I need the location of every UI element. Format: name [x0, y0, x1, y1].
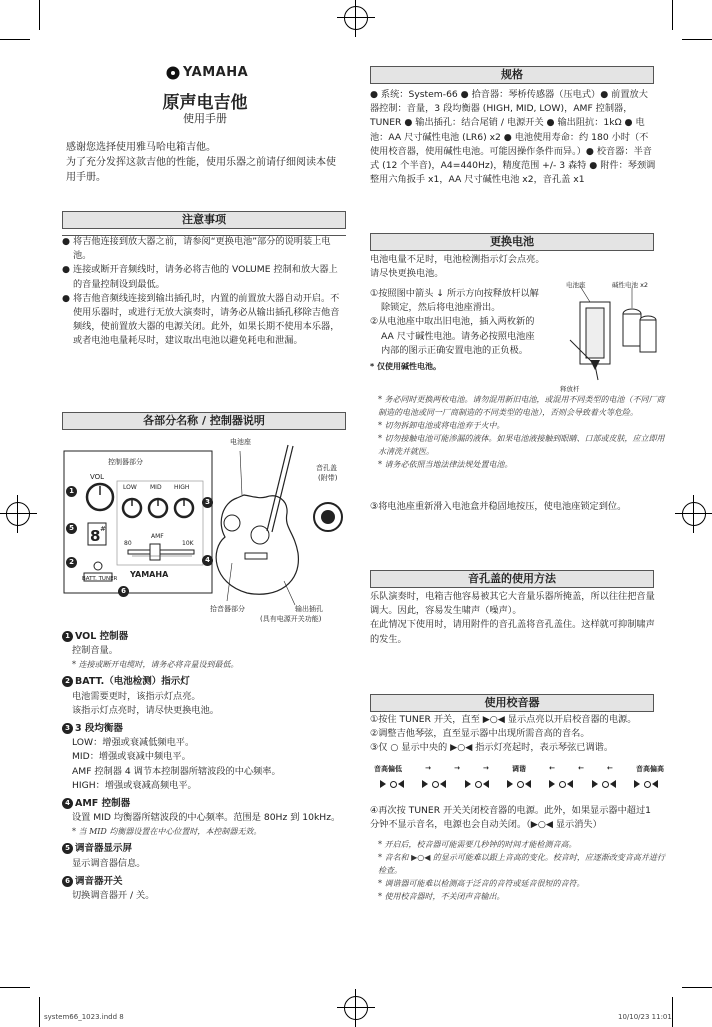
- output-jack-note: (具有电源开关功能): [260, 615, 322, 623]
- scale-arrow: →: [425, 764, 431, 772]
- scale-arrow: →: [454, 764, 460, 772]
- scale-low: 音高偏低: [374, 765, 402, 773]
- crop-mark: [0, 987, 30, 988]
- tuner-note: * 调谐器可能难以检测高于泛音的音符或延音很短的音符。: [378, 879, 585, 888]
- part-desc: AMF 控制器 4 调节本控制器所辖波段的中心频率。: [72, 765, 281, 777]
- scale-arrow: ←: [578, 764, 584, 772]
- soundhole-cover-note: (附带): [318, 474, 338, 482]
- battery-note: * 切勿接触电池可能渗漏的液体。如果电池液接触到眼睛、口部或皮肤，应立即用水清洗并就医。: [378, 434, 665, 456]
- scale-high: 音高偏高: [636, 765, 664, 773]
- list-item: ● 连接或断开音频线时，请务必将吉他的 VOLUME 控制和放大器上的音量控制设到最低。: [62, 264, 338, 290]
- battery-note: * 请务必依照当地法律法规处置电池。: [378, 460, 513, 469]
- scale-arrow: ←: [549, 764, 555, 772]
- svg-text:8: 8: [90, 527, 101, 545]
- guitar-diagram-svg: [62, 433, 352, 623]
- battery-steps: [370, 287, 540, 374]
- battery-note: * 切勿拆卸电池或将电池弃于火中。: [378, 421, 505, 430]
- part-title: 6 调音器开关: [62, 875, 347, 889]
- list-item: ● 将吉他音频线连接到输出插孔时，内置的前置放大器自动开启。不使用乐器时，或进行无放大演奏时，请务必从输出插孔移除吉他音频线，使前置放大器的电源关闭。此外，如果长期不使用本乐器，或者电池电量耗尽时，建议取出电池以避免耗电和泄漏。: [62, 292, 340, 347]
- marker-5: 5: [66, 523, 77, 534]
- marker-4: 4: [202, 555, 213, 566]
- part-title: 4 AMF 控制器: [62, 797, 347, 811]
- part-title: 2 BATT.（电池检测）指示灯: [62, 675, 347, 689]
- part-desc: LOW：增强或衰减低频电平。: [72, 737, 195, 749]
- fig-holder-label: 电池座: [566, 281, 586, 289]
- soundhole-line: 乐队演奏时，电箱吉他容易被其它大音量乐器所掩盖，所以往往把音量调大。因此，容易发生啸声（噪声）。: [370, 591, 655, 617]
- tuner-indicator-icon: [634, 780, 658, 788]
- mid-label: MID: [150, 484, 162, 491]
- tuner-notes: [378, 838, 666, 903]
- tuner-step4: ④再次按 TUNER 开关关闭校音器的电源。此外，如果显示器中超过1分钟不显示音名，电源也会自动关闭。（▶○◀ 显示消失）: [370, 805, 652, 831]
- registration-mark: [344, 996, 368, 1020]
- batt-tuner-label: BATT. TUNER: [82, 576, 118, 582]
- yamaha-tuning-fork-icon: [166, 66, 180, 80]
- tuner-step: ①按住 TUNER 开关，直至 ▶○◀ 显示点亮以开启校音器的电源。: [370, 714, 637, 725]
- battery-intro: [370, 253, 656, 281]
- part-desc: 显示调音器信息。: [72, 857, 146, 869]
- soundhole-line: 在此情况下使用时，请用附件的音孔盖将音孔盖住。这样就可抑制啸声的发生。: [370, 619, 655, 645]
- battery-notes: [378, 393, 668, 471]
- crop-mark: [682, 987, 712, 988]
- marker-2: 2: [66, 557, 77, 568]
- battery-holder-label: 电池座: [230, 438, 251, 446]
- soundhole-text: [370, 590, 658, 647]
- list-item: ● 将吉他连接到放大器之前，请参阅“更换电池”部分的说明装上电池。: [62, 236, 331, 262]
- control-section-label: 控制器部分: [108, 458, 143, 466]
- crop-mark: [672, 997, 673, 1027]
- marker-1: 1: [66, 486, 77, 497]
- part-desc: 电池需要更时，该指示灯点亮。: [72, 690, 201, 702]
- svg-text:#: #: [100, 525, 106, 533]
- parts-list: [62, 630, 347, 903]
- battery-note: * 务必同时更换两枚电池。请勿混用新旧电池，或混用不同类型的电池（不同厂商制造的电池或同一厂商制造的不同类型的电池），否则会导致着火等危险。: [378, 395, 665, 417]
- tuner-note: * 开启后，校音器可能需要几秒钟的时间才能检测音高。: [378, 840, 577, 849]
- section-header-parts: 各部分名称 / 控制器说明: [62, 412, 346, 430]
- crop-mark: [39, 997, 40, 1027]
- battery-step: ②从电池座中取出旧电池，插入两枚新的 AA 尺寸碱性电池。请务必按照电池座内部的图示正确安置电池的正负极。: [370, 316, 535, 356]
- tuner-scale-labels: [374, 764, 664, 774]
- part-title: 1 VOL 控制器: [62, 630, 347, 644]
- tuner-indicator-icon: [422, 780, 446, 788]
- part-desc: 控制音量。: [72, 645, 118, 657]
- marker-3: 3: [202, 497, 213, 508]
- crop-mark: [39, 0, 40, 30]
- section-header-tuner: 使用校音器: [370, 694, 654, 712]
- part-desc: 切换调音器开 / 关。: [72, 890, 155, 902]
- battery-figure-svg: [550, 280, 660, 395]
- section-header-soundhole: 音孔盖的使用方法: [370, 570, 654, 588]
- fig-lever-label: 释放杆: [560, 385, 580, 393]
- part-note: * 当 MID 均衡器设置在中心位置时，本控制器无效。: [72, 827, 262, 837]
- tuner-indicator-icon: [549, 780, 573, 788]
- intro-text: [66, 140, 344, 185]
- amf-high-label: 10K: [182, 540, 194, 547]
- battery-figure: [550, 280, 660, 395]
- tuner-step: ③仅 ○ 显示中央的 ▶○◀ 指示灯亮起时，表示琴弦已调谐。: [370, 742, 614, 754]
- footer-file: system66_1023.indd 8: [44, 1013, 124, 1021]
- amf-low-label: 80: [124, 540, 132, 547]
- tuner-step: ②调整吉他琴弦，直至显示器中出现所需音高的音名。: [370, 728, 590, 740]
- battery-step: ①按照图中箭头 ↓ 所示方向按释放杆以解除锁定，然后将电池座滑出。: [370, 288, 539, 314]
- tuner-indicator-icon: [592, 780, 616, 788]
- registration-mark: [682, 502, 706, 526]
- tuner-note: * 使用校音器时，不关闭声音输出。: [378, 892, 505, 901]
- registration-mark: [6, 502, 30, 526]
- battery-must-note: * 仅使用碱性电池。: [370, 362, 441, 372]
- marker-6: 6: [118, 586, 129, 597]
- battery-intro-line: 请尽快更换电池。: [370, 268, 444, 280]
- part-note: * 连接或断开电缆时，请务必将音量设到最低。: [72, 660, 239, 670]
- panel-logo: YAMAHA: [130, 570, 169, 579]
- crop-mark: [672, 0, 673, 30]
- battery-step3: ③将电池座重新滑入电池盒并稳固地按压，使电池座锁定到位。: [370, 501, 627, 512]
- low-label: LOW: [123, 484, 137, 491]
- guitar-diagram: [62, 433, 352, 623]
- amf-label: AMF: [151, 533, 164, 540]
- soundhole-cover-label: 音孔盖: [316, 464, 337, 472]
- page-title: 原声电吉他: [162, 93, 248, 113]
- scale-arrow: →: [483, 764, 489, 772]
- tuner-indicator-icon: [465, 780, 489, 788]
- tuner-indicator-icon: [507, 780, 531, 788]
- section-header-precautions: 注意事项: [62, 211, 346, 229]
- scale-tuned: 调谐: [512, 765, 526, 773]
- battery-intro-line: 电池电量不足时，电池检测指示灯会点亮。: [370, 254, 545, 265]
- crop-mark: [682, 39, 712, 40]
- part-desc: 该指示灯点亮时，请尽快更换电池。: [72, 704, 219, 716]
- tuner-indicators: [374, 780, 664, 788]
- crop-mark: [0, 39, 30, 40]
- part-desc: 设置 MID 均衡器所辖波段的中心频率。范围是 80Hz 到 10kHz。: [72, 812, 341, 824]
- pickup-label: 拾音器部分: [210, 605, 245, 613]
- tuner-scale: [374, 764, 664, 798]
- fig-battery-label: 碱性电池 x2: [612, 281, 649, 289]
- specs-text: ● 系统：System-66 ● 拾音器：琴桥传感器（压电式）● 前置放大器控制：音量，3 段均衡器 (HIGH, MID, LOW)，AMF 控制器，TUNER ● 输出插孔：结合尾销 / 电源开关 ● 输出阻抗：1kΩ ● 电池：AA 尺寸碱性电池 (LR6) x2 ● 电池使用寿命：约 180 小时（不使用校音器，使用碱性电池。可能因操作条件而异。）● 校音器：半音式 (12 个半音)，A4=440Hz)，精度范围 +/- 3 森特 ● 附件：琴颈调整用六角扳手 x1，AA 尺寸碱性电池 x2，音孔盖 x1: [370, 89, 656, 186]
- tuner-note: * 音名和 ▶○◀ 的显示可能难以跟上音高的变化。校音时，应逐渐改变音高并进行检查。: [378, 853, 665, 875]
- tuner-steps: [370, 713, 660, 756]
- part-title: 5 调音器显示屏: [62, 842, 347, 856]
- intro-line: 为了充分发挥这款吉他的性能，使用乐器之前请仔细阅读本使用手册。: [66, 157, 336, 183]
- intro-line: 感谢您选择使用雅马哈电箱吉他。: [66, 142, 216, 153]
- precautions-list: [62, 235, 344, 349]
- section-header-specs: 规格: [370, 66, 654, 84]
- section-header-battery: 更换电池: [370, 233, 654, 251]
- part-desc: MID：增强或衰减中频电平。: [72, 751, 191, 763]
- page-subtitle: 使用手册: [183, 112, 227, 125]
- footer-date: 10/10/23 11:01: [618, 1013, 672, 1021]
- high-label: HIGH: [174, 484, 190, 491]
- yamaha-logo: [166, 66, 256, 80]
- brand-wordmark: YAMAHA: [183, 65, 249, 80]
- part-title: 3 3 段均衡器: [62, 722, 347, 736]
- vol-label: VOL: [90, 473, 105, 481]
- tuner-indicator-icon: [380, 780, 404, 788]
- part-desc: HIGH：增强或衰减高频电平。: [72, 779, 197, 791]
- registration-mark: [344, 6, 368, 30]
- scale-arrow: ←: [607, 764, 613, 772]
- output-jack-label: 输出插孔: [295, 605, 323, 613]
